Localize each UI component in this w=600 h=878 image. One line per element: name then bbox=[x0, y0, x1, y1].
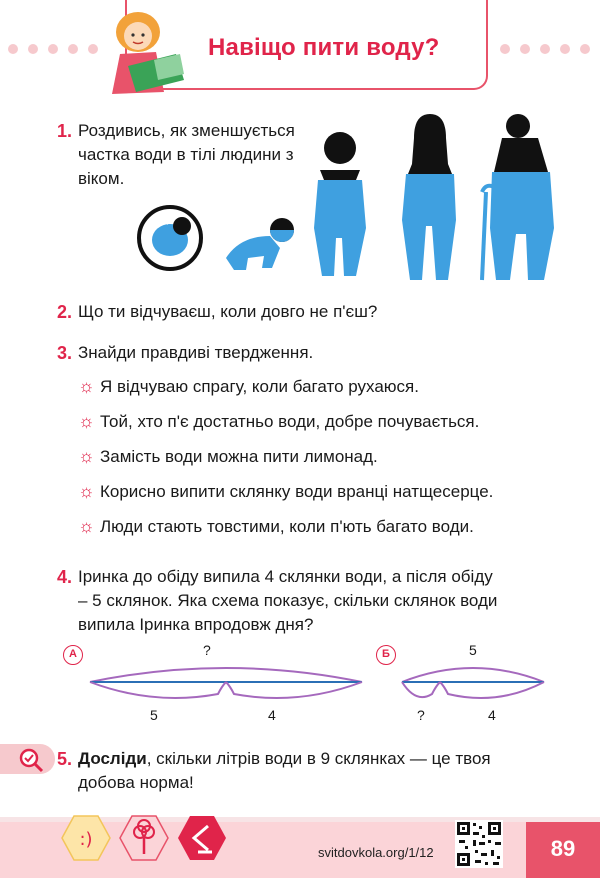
elderly-man-icon bbox=[482, 114, 554, 280]
magnifier-icon bbox=[18, 747, 44, 773]
compare-hex-icon bbox=[176, 812, 228, 864]
footer-url[interactable]: svitdovkola.org/1/12 bbox=[318, 845, 434, 860]
statement-item[interactable] bbox=[78, 446, 378, 467]
scheme-a-top-label: ? bbox=[203, 642, 211, 658]
statement-text: Люди стають товстими, коли п'ють багато води. bbox=[100, 516, 474, 536]
task-4-text: Іринка до обіду випила 4 склянки води, а після обіду – 5 склянок. Яка схема показує, скільки склянок води випила Іринка впродовж дня? bbox=[78, 567, 498, 634]
sun-bullet-icon: ☼ bbox=[78, 376, 95, 396]
statement-item[interactable] bbox=[78, 481, 493, 502]
svg-text::): :) bbox=[79, 829, 93, 850]
smiley-hex-icon bbox=[60, 812, 112, 864]
scheme-b-badge[interactable]: Б bbox=[376, 645, 396, 665]
task-5-rest: , скільки літрів води в 9 склянках — це твоя добова норма! bbox=[78, 749, 491, 792]
child-icon bbox=[314, 132, 366, 276]
baby-icon bbox=[226, 218, 294, 270]
scheme-a-diagram bbox=[86, 660, 366, 706]
statement-item[interactable] bbox=[78, 411, 479, 432]
statement-text: Я відчуваю спрагу, коли багато рухаюся. bbox=[100, 376, 419, 396]
sun-bullet-icon: ☼ bbox=[78, 516, 95, 536]
scheme-a-left-label: 5 bbox=[150, 707, 158, 723]
qr-code-icon[interactable] bbox=[455, 820, 503, 868]
sun-bullet-icon: ☼ bbox=[78, 411, 95, 431]
task-2-text: Що ти відчуваєш, коли довго не п'єш? bbox=[78, 302, 378, 321]
woman-icon bbox=[402, 114, 456, 280]
sun-bullet-icon: ☼ bbox=[78, 446, 95, 466]
task-1-text: Роздивись, як зменшується частка води в тілі людини з віком. bbox=[78, 121, 295, 188]
tree-hex-icon bbox=[118, 812, 170, 864]
scheme-a-right-label: 4 bbox=[268, 707, 276, 723]
statement-item[interactable] bbox=[78, 516, 474, 537]
task-5-emphasis: Досліди bbox=[78, 749, 147, 768]
sun-bullet-icon: ☼ bbox=[78, 481, 95, 501]
statement-text: Замість води можна пити лимонад. bbox=[100, 446, 378, 466]
scheme-b-top-label: 5 bbox=[469, 642, 477, 658]
girl-reading-icon bbox=[98, 6, 198, 98]
scheme-b-diagram bbox=[398, 660, 548, 706]
fetus-icon bbox=[139, 207, 201, 269]
task-5-number: 5. bbox=[57, 749, 73, 769]
task-1-number: 1. bbox=[57, 121, 73, 141]
task-5-text bbox=[78, 747, 538, 795]
page-title: Навіщо пити воду? bbox=[208, 34, 440, 61]
water-in-body-by-age-illustration bbox=[130, 108, 560, 288]
task-4-number: 4. bbox=[57, 567, 73, 587]
task-3-number: 3. bbox=[57, 343, 73, 363]
scheme-b-left-label: ? bbox=[417, 707, 425, 723]
task-3-text: Знайди правдиві твердження. bbox=[78, 343, 314, 362]
statement-text: Той, хто п'є достатньо води, добре почувається. bbox=[100, 411, 480, 431]
scheme-a-badge[interactable]: А bbox=[63, 645, 83, 665]
statement-item[interactable] bbox=[78, 376, 419, 397]
statement-text: Корисно випити склянку води вранці натщесерце. bbox=[100, 481, 494, 501]
page-number: 89 bbox=[550, 836, 576, 861]
task-2-number: 2. bbox=[57, 302, 73, 322]
scheme-b-right-label: 4 bbox=[488, 707, 496, 723]
